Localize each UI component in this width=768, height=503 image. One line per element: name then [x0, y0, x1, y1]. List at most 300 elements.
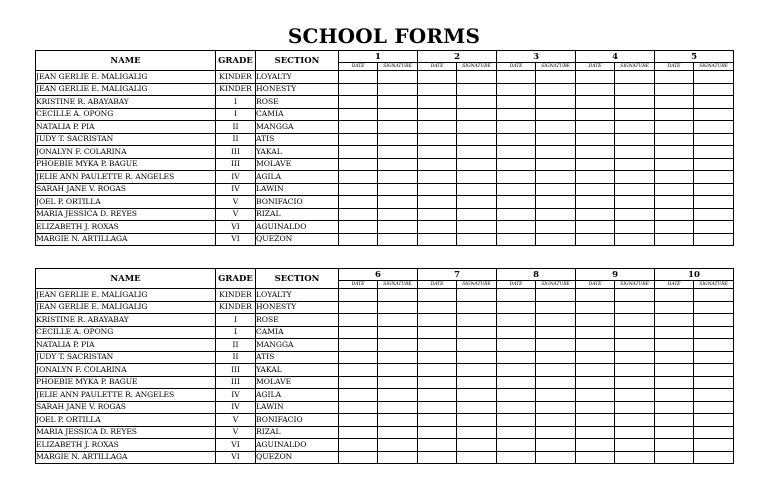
signature-cell[interactable]	[536, 208, 576, 221]
signature-cell[interactable]	[694, 301, 734, 314]
date-cell[interactable]	[655, 233, 694, 246]
signature-cell[interactable]	[694, 364, 734, 377]
date-cell[interactable]	[418, 221, 457, 234]
signature-cell[interactable]	[615, 83, 655, 96]
date-cell[interactable]	[576, 158, 615, 171]
signature-column-header: SIGNATURE	[378, 281, 418, 289]
date-cell[interactable]	[576, 414, 615, 427]
signature-cell[interactable]	[536, 326, 576, 339]
date-cell[interactable]	[339, 301, 378, 314]
signature-cell[interactable]	[615, 133, 655, 146]
signature-cell[interactable]	[615, 146, 655, 159]
date-cell[interactable]	[418, 301, 457, 314]
date-cell[interactable]	[497, 301, 536, 314]
date-cell[interactable]	[497, 351, 536, 364]
student-name: PHOEBIE MYKA P. BAGUE	[36, 376, 216, 389]
student-name: JOEL P. ORTILLA	[36, 414, 216, 427]
signature-cell[interactable]	[536, 451, 576, 464]
date-cell[interactable]	[418, 133, 457, 146]
date-cell[interactable]	[418, 208, 457, 221]
date-cell[interactable]	[655, 158, 694, 171]
signature-cell[interactable]	[694, 121, 734, 134]
signature-cell[interactable]	[694, 389, 734, 402]
signature-cell[interactable]	[457, 146, 497, 159]
date-cell[interactable]	[418, 146, 457, 159]
date-cell[interactable]	[339, 401, 378, 414]
signature-cell[interactable]	[694, 376, 734, 389]
signature-cell[interactable]	[536, 289, 576, 302]
date-cell[interactable]	[497, 401, 536, 414]
signature-cell[interactable]	[457, 426, 497, 439]
signature-cell[interactable]	[694, 451, 734, 464]
signature-cell[interactable]	[694, 221, 734, 234]
date-cell[interactable]	[655, 414, 694, 427]
date-cell[interactable]	[576, 364, 615, 377]
date-cell[interactable]	[418, 158, 457, 171]
signature-cell[interactable]	[536, 414, 576, 427]
date-cell[interactable]	[418, 451, 457, 464]
signature-cell[interactable]	[615, 171, 655, 184]
date-cell[interactable]	[655, 221, 694, 234]
date-cell[interactable]	[418, 171, 457, 184]
signature-cell[interactable]	[615, 96, 655, 109]
date-cell[interactable]	[497, 233, 536, 246]
date-cell[interactable]	[497, 451, 536, 464]
signature-cell[interactable]	[457, 108, 497, 121]
date-cell[interactable]	[497, 376, 536, 389]
date-cell[interactable]	[339, 451, 378, 464]
date-cell[interactable]	[339, 133, 378, 146]
signature-cell[interactable]	[457, 389, 497, 402]
student-section: RIZAL	[256, 426, 339, 439]
signature-cell[interactable]	[378, 83, 418, 96]
date-cell[interactable]	[418, 389, 457, 402]
date-cell[interactable]	[497, 121, 536, 134]
signature-cell[interactable]	[615, 314, 655, 327]
date-cell[interactable]	[655, 339, 694, 352]
date-cell[interactable]	[418, 121, 457, 134]
date-cell[interactable]	[418, 96, 457, 109]
date-cell[interactable]	[497, 439, 536, 452]
date-cell[interactable]	[655, 71, 694, 84]
date-cell[interactable]	[418, 108, 457, 121]
signature-cell[interactable]	[457, 451, 497, 464]
date-cell[interactable]	[339, 83, 378, 96]
date-cell[interactable]	[497, 171, 536, 184]
signature-cell[interactable]	[536, 158, 576, 171]
signature-cell[interactable]	[536, 376, 576, 389]
date-cell[interactable]	[497, 221, 536, 234]
signature-cell[interactable]	[536, 401, 576, 414]
signature-cell[interactable]	[457, 183, 497, 196]
signature-cell[interactable]	[615, 326, 655, 339]
date-cell[interactable]	[339, 314, 378, 327]
date-cell[interactable]	[576, 196, 615, 209]
date-cell[interactable]	[339, 376, 378, 389]
signature-cell[interactable]	[457, 339, 497, 352]
date-cell[interactable]	[655, 146, 694, 159]
date-cell[interactable]	[418, 376, 457, 389]
date-cell[interactable]	[497, 389, 536, 402]
date-cell[interactable]	[497, 158, 536, 171]
signature-cell[interactable]	[615, 364, 655, 377]
student-grade: I	[216, 108, 256, 121]
student-grade: V	[216, 414, 256, 427]
signature-cell[interactable]	[694, 83, 734, 96]
signature-cell[interactable]	[615, 351, 655, 364]
signature-cell[interactable]	[457, 83, 497, 96]
signature-cell[interactable]	[457, 208, 497, 221]
header-session-10: 10	[655, 269, 734, 281]
signature-cell[interactable]	[378, 221, 418, 234]
signature-cell[interactable]	[457, 71, 497, 84]
date-cell[interactable]	[576, 96, 615, 109]
signature-cell[interactable]	[378, 96, 418, 109]
signature-cell[interactable]	[457, 364, 497, 377]
date-cell[interactable]	[655, 183, 694, 196]
date-cell[interactable]	[339, 158, 378, 171]
date-cell[interactable]	[497, 208, 536, 221]
date-cell[interactable]	[339, 121, 378, 134]
date-cell[interactable]	[497, 133, 536, 146]
date-cell[interactable]	[497, 326, 536, 339]
date-cell[interactable]	[418, 71, 457, 84]
signature-cell[interactable]	[378, 108, 418, 121]
date-cell[interactable]	[339, 426, 378, 439]
signature-cell[interactable]	[536, 83, 576, 96]
signature-cell[interactable]	[536, 233, 576, 246]
signature-cell[interactable]	[457, 221, 497, 234]
table-row	[36, 233, 734, 246]
date-cell[interactable]	[576, 133, 615, 146]
date-cell[interactable]	[655, 426, 694, 439]
date-cell[interactable]	[339, 71, 378, 84]
signature-cell[interactable]	[457, 289, 497, 302]
signature-cell[interactable]	[536, 439, 576, 452]
date-cell[interactable]	[576, 314, 615, 327]
date-cell[interactable]	[655, 389, 694, 402]
signature-cell[interactable]	[536, 351, 576, 364]
date-cell[interactable]	[418, 364, 457, 377]
date-cell[interactable]	[655, 314, 694, 327]
signature-cell[interactable]	[615, 108, 655, 121]
signature-cell[interactable]	[457, 376, 497, 389]
signature-cell[interactable]	[694, 439, 734, 452]
signature-cell[interactable]	[378, 426, 418, 439]
signature-cell[interactable]	[378, 208, 418, 221]
header-session-3: 3	[497, 51, 576, 63]
signature-cell[interactable]	[615, 183, 655, 196]
signature-cell[interactable]	[378, 121, 418, 134]
date-cell[interactable]	[497, 83, 536, 96]
signature-cell[interactable]	[457, 414, 497, 427]
date-cell[interactable]	[339, 326, 378, 339]
signature-cell[interactable]	[457, 133, 497, 146]
signature-cell[interactable]	[615, 208, 655, 221]
signature-cell[interactable]	[378, 439, 418, 452]
signature-cell[interactable]	[536, 314, 576, 327]
signature-cell[interactable]	[615, 414, 655, 427]
date-cell[interactable]	[655, 83, 694, 96]
signature-cell[interactable]	[694, 289, 734, 302]
date-cell[interactable]	[418, 326, 457, 339]
signature-cell[interactable]	[694, 414, 734, 427]
date-cell[interactable]	[418, 83, 457, 96]
signature-cell[interactable]	[378, 71, 418, 84]
signature-cell[interactable]	[694, 351, 734, 364]
signature-cell[interactable]	[615, 289, 655, 302]
date-cell[interactable]	[339, 208, 378, 221]
date-cell[interactable]	[418, 183, 457, 196]
date-cell[interactable]	[339, 339, 378, 352]
date-cell[interactable]	[576, 121, 615, 134]
signature-cell[interactable]	[615, 376, 655, 389]
date-cell[interactable]	[497, 314, 536, 327]
date-cell[interactable]	[497, 196, 536, 209]
signature-cell[interactable]	[457, 196, 497, 209]
date-cell[interactable]	[655, 133, 694, 146]
date-cell[interactable]	[655, 108, 694, 121]
table-row	[36, 158, 734, 171]
date-cell[interactable]	[339, 96, 378, 109]
date-cell[interactable]	[418, 289, 457, 302]
date-cell[interactable]	[655, 301, 694, 314]
signature-cell[interactable]	[457, 233, 497, 246]
signature-cell[interactable]	[694, 108, 734, 121]
signature-cell[interactable]	[378, 301, 418, 314]
signature-cell[interactable]	[694, 208, 734, 221]
signature-cell[interactable]	[615, 121, 655, 134]
signature-cell[interactable]	[536, 426, 576, 439]
date-cell[interactable]	[655, 439, 694, 452]
signature-cell[interactable]	[378, 314, 418, 327]
signature-cell[interactable]	[694, 146, 734, 159]
table-row	[36, 83, 734, 96]
signature-cell[interactable]	[694, 196, 734, 209]
signature-cell[interactable]	[536, 146, 576, 159]
signature-column-header: SIGNATURE	[694, 63, 734, 71]
date-cell[interactable]	[497, 364, 536, 377]
signature-cell[interactable]	[457, 121, 497, 134]
signature-cell[interactable]	[615, 196, 655, 209]
signature-cell[interactable]	[378, 326, 418, 339]
date-cell[interactable]	[576, 289, 615, 302]
signature-cell[interactable]	[615, 401, 655, 414]
signature-cell[interactable]	[457, 301, 497, 314]
date-cell[interactable]	[339, 183, 378, 196]
signature-cell[interactable]	[694, 426, 734, 439]
date-cell[interactable]	[418, 351, 457, 364]
date-cell[interactable]	[497, 183, 536, 196]
signature-cell[interactable]	[457, 351, 497, 364]
signature-cell[interactable]	[536, 389, 576, 402]
date-cell[interactable]	[576, 301, 615, 314]
date-cell[interactable]	[576, 208, 615, 221]
signature-cell[interactable]	[615, 221, 655, 234]
signature-cell[interactable]	[378, 183, 418, 196]
date-cell[interactable]	[576, 439, 615, 452]
date-cell[interactable]	[576, 108, 615, 121]
signature-cell[interactable]	[694, 326, 734, 339]
date-cell[interactable]	[576, 171, 615, 184]
signature-cell[interactable]	[378, 401, 418, 414]
signature-cell[interactable]	[694, 183, 734, 196]
date-cell[interactable]	[418, 196, 457, 209]
date-cell[interactable]	[418, 426, 457, 439]
signature-cell[interactable]	[457, 96, 497, 109]
signature-cell[interactable]	[536, 301, 576, 314]
signature-cell[interactable]	[457, 171, 497, 184]
date-cell[interactable]	[418, 439, 457, 452]
date-cell[interactable]	[655, 326, 694, 339]
date-cell[interactable]	[655, 364, 694, 377]
signature-cell[interactable]	[457, 158, 497, 171]
date-cell[interactable]	[339, 351, 378, 364]
signature-cell[interactable]	[378, 451, 418, 464]
date-cell[interactable]	[418, 339, 457, 352]
signature-cell[interactable]	[694, 339, 734, 352]
signature-cell[interactable]	[615, 451, 655, 464]
signature-cell[interactable]	[378, 133, 418, 146]
signature-cell[interactable]	[615, 301, 655, 314]
date-cell[interactable]	[339, 414, 378, 427]
date-cell[interactable]	[418, 401, 457, 414]
date-cell[interactable]	[339, 196, 378, 209]
date-cell[interactable]	[655, 196, 694, 209]
date-cell[interactable]	[576, 389, 615, 402]
date-cell[interactable]	[576, 221, 615, 234]
date-cell[interactable]	[576, 233, 615, 246]
date-cell[interactable]	[418, 233, 457, 246]
signature-cell[interactable]	[378, 158, 418, 171]
date-cell[interactable]	[497, 339, 536, 352]
signature-cell[interactable]	[694, 171, 734, 184]
date-cell[interactable]	[655, 451, 694, 464]
date-cell[interactable]	[576, 351, 615, 364]
signature-cell[interactable]	[615, 439, 655, 452]
date-cell[interactable]	[339, 364, 378, 377]
date-cell[interactable]	[655, 351, 694, 364]
date-cell[interactable]	[576, 376, 615, 389]
date-cell[interactable]	[576, 339, 615, 352]
date-cell[interactable]	[655, 289, 694, 302]
date-cell[interactable]	[339, 233, 378, 246]
signature-cell[interactable]	[378, 414, 418, 427]
signature-cell[interactable]	[536, 221, 576, 234]
signature-cell[interactable]	[694, 158, 734, 171]
signature-cell[interactable]	[378, 351, 418, 364]
date-cell[interactable]	[497, 146, 536, 159]
signature-cell[interactable]	[536, 364, 576, 377]
date-cell[interactable]	[497, 96, 536, 109]
signature-cell[interactable]	[615, 158, 655, 171]
date-cell[interactable]	[576, 183, 615, 196]
signature-cell[interactable]	[615, 426, 655, 439]
date-cell[interactable]	[655, 121, 694, 134]
date-cell[interactable]	[655, 171, 694, 184]
student-section: YAKAL	[256, 146, 339, 159]
date-cell[interactable]	[576, 83, 615, 96]
signature-cell[interactable]	[536, 133, 576, 146]
signature-cell[interactable]	[694, 71, 734, 84]
date-cell[interactable]	[339, 221, 378, 234]
date-cell[interactable]	[339, 439, 378, 452]
date-cell[interactable]	[339, 289, 378, 302]
date-cell[interactable]	[497, 289, 536, 302]
date-cell[interactable]	[418, 314, 457, 327]
date-cell[interactable]	[339, 108, 378, 121]
signature-cell[interactable]	[378, 146, 418, 159]
date-cell[interactable]	[497, 108, 536, 121]
date-cell[interactable]	[576, 401, 615, 414]
date-cell[interactable]	[576, 426, 615, 439]
signature-cell[interactable]	[536, 171, 576, 184]
signature-cell[interactable]	[536, 96, 576, 109]
date-cell[interactable]	[576, 146, 615, 159]
date-cell[interactable]	[497, 414, 536, 427]
table-row	[36, 414, 734, 427]
student-section: ROSE	[256, 96, 339, 109]
date-cell[interactable]	[339, 389, 378, 402]
signature-cell[interactable]	[378, 289, 418, 302]
signature-cell[interactable]	[615, 389, 655, 402]
signature-cell[interactable]	[378, 364, 418, 377]
signature-cell[interactable]	[615, 71, 655, 84]
date-cell[interactable]	[576, 451, 615, 464]
signature-cell[interactable]	[457, 439, 497, 452]
signature-cell[interactable]	[694, 401, 734, 414]
date-cell[interactable]	[576, 71, 615, 84]
signature-cell[interactable]	[694, 314, 734, 327]
date-cell[interactable]	[418, 414, 457, 427]
date-cell[interactable]	[655, 96, 694, 109]
signature-cell[interactable]	[457, 401, 497, 414]
signature-cell[interactable]	[694, 96, 734, 109]
date-cell[interactable]	[339, 171, 378, 184]
student-name: ELIZABETH J. ROXAS	[36, 439, 216, 452]
student-grade: VI	[216, 451, 256, 464]
date-cell[interactable]	[497, 426, 536, 439]
signature-cell[interactable]	[536, 183, 576, 196]
signature-cell[interactable]	[378, 171, 418, 184]
signature-cell[interactable]	[378, 233, 418, 246]
date-cell[interactable]	[576, 326, 615, 339]
signature-cell[interactable]	[536, 108, 576, 121]
signature-cell[interactable]	[457, 314, 497, 327]
date-cell[interactable]	[655, 376, 694, 389]
signature-cell[interactable]	[536, 196, 576, 209]
signature-cell[interactable]	[378, 389, 418, 402]
signature-cell[interactable]	[378, 339, 418, 352]
table-row	[36, 439, 734, 452]
signature-cell[interactable]	[536, 339, 576, 352]
signature-cell[interactable]	[536, 71, 576, 84]
date-cell[interactable]	[655, 401, 694, 414]
signature-cell[interactable]	[378, 196, 418, 209]
date-cell[interactable]	[339, 146, 378, 159]
signature-cell[interactable]	[694, 133, 734, 146]
signature-cell[interactable]	[378, 376, 418, 389]
student-section: BONIFACIO	[256, 196, 339, 209]
student-name: JELIE ANN PAULETTE R. ANGELES	[36, 389, 216, 402]
signature-cell[interactable]	[615, 339, 655, 352]
signature-cell[interactable]	[615, 233, 655, 246]
date-cell[interactable]	[655, 208, 694, 221]
signature-cell[interactable]	[694, 233, 734, 246]
signature-cell[interactable]	[536, 121, 576, 134]
signature-cell[interactable]	[457, 326, 497, 339]
date-cell[interactable]	[497, 71, 536, 84]
